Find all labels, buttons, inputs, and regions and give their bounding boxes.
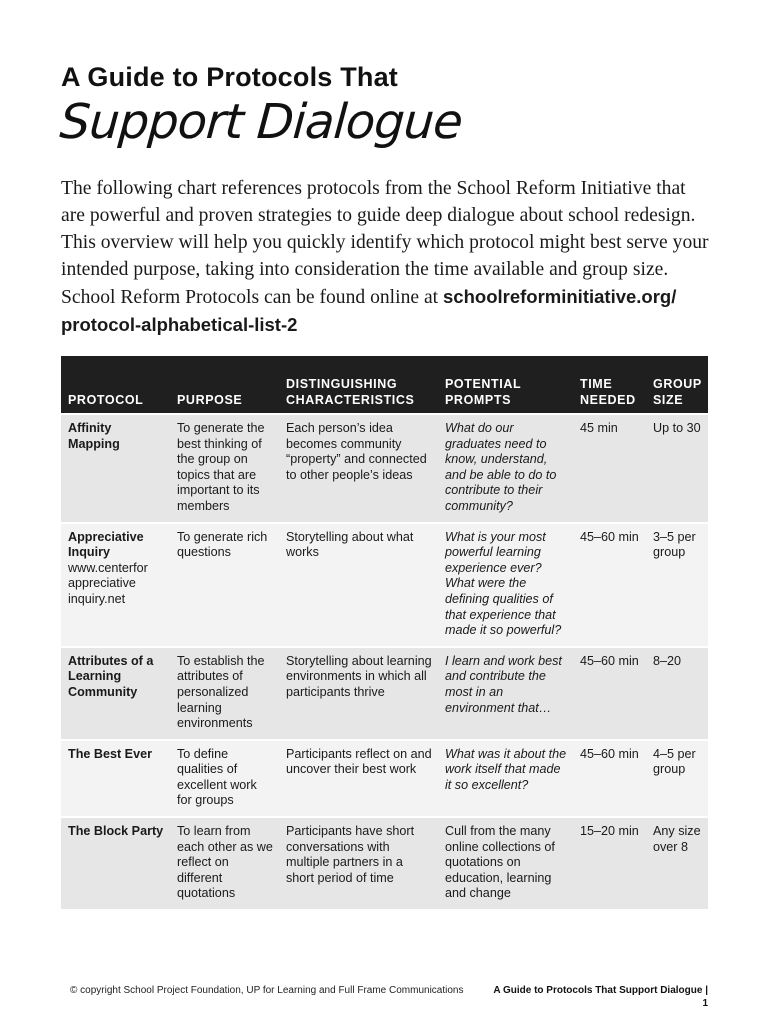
- cell-purpose: To generate rich questions: [170, 523, 279, 647]
- cell-time: 45 min: [573, 414, 646, 523]
- table-header-row: [61, 356, 708, 414]
- cell-prompts: I learn and work best and contribute the most in an environment that…: [438, 647, 573, 740]
- page-subtitle: Support Dialogue: [58, 94, 464, 150]
- header-characteristics: DISTINGUISHING CHARACTERISTICS: [279, 356, 438, 414]
- cell-purpose: To define qualities of excellent work for groups: [170, 740, 279, 817]
- intro-url: schoolreforminitiative.org/ protocol-alphabetical-list-2: [61, 286, 677, 335]
- table-row: [61, 414, 708, 523]
- header-group: GROUP SIZE: [646, 356, 708, 414]
- page-title: A Guide to Protocols That: [61, 62, 399, 92]
- header-purpose: PURPOSE: [170, 356, 279, 414]
- cell-characteristics: Storytelling about learning environments in which all participants thrive: [279, 647, 438, 740]
- cell-protocol: The Best Ever: [61, 740, 170, 817]
- protocols-table: [61, 356, 708, 909]
- cell-group: Up to 30: [646, 414, 708, 523]
- intro-text: The following chart references protocols from the School Reform Initiative that are powerful and proven strategies to guide deep dialogue about school redesign. This overview will help you quickly identify which protocol might best serve your intended purpose, taking into consideration the time available and group size. School Reform Protocols can be found online at: [61, 178, 709, 308]
- cell-time: 15–20 min: [573, 817, 646, 909]
- footer-running-title: [493, 984, 708, 1010]
- running-title: A Guide to Protocols That Support Dialogue |: [493, 985, 708, 996]
- cell-protocol: Appreciative Inquiry www.centerfor appreciative inquiry.net: [61, 523, 170, 647]
- table-row: [61, 523, 708, 647]
- table-row: [61, 647, 708, 740]
- table-row: [61, 817, 708, 909]
- cell-time: 45–60 min: [573, 740, 646, 817]
- intro-paragraph: [61, 175, 711, 339]
- header-prompts: POTENTIAL PROMPTS: [438, 356, 573, 414]
- header-time: TIME NEEDED: [573, 356, 646, 414]
- cell-prompts: Cull from the many online collections of quotations on education, learning and change: [438, 817, 573, 909]
- cell-group: 8–20: [646, 647, 708, 740]
- protocol-link-text: www.centerfor appreciative inquiry.net: [68, 560, 148, 606]
- header-protocol: PROTOCOL: [61, 356, 170, 414]
- cell-prompts: What is your most powerful learning experience ever? What were the defining qualities of that experience that made it so powerful?: [438, 523, 573, 647]
- cell-prompts: What was it about the work itself that made it so excellent?: [438, 740, 573, 817]
- cell-time: 45–60 min: [573, 523, 646, 647]
- cell-prompts: What do our graduates need to know, understand, and be able to do to contribute to their community?: [438, 414, 573, 523]
- cell-characteristics: Participants have short conversations with multiple partners in a short period of time: [279, 817, 438, 909]
- cell-protocol: The Block Party: [61, 817, 170, 909]
- cell-group: 3–5 per group: [646, 523, 708, 647]
- cell-protocol: Affinity Mapping: [61, 414, 170, 523]
- cell-group: 4–5 per group: [646, 740, 708, 817]
- cell-characteristics: Storytelling about what works: [279, 523, 438, 647]
- cell-time: 45–60 min: [573, 647, 646, 740]
- table-row: [61, 740, 708, 817]
- cell-protocol: Attributes of a Learning Community: [61, 647, 170, 740]
- cell-group: Any size over 8: [646, 817, 708, 909]
- cell-characteristics: Each person’s idea becomes community “property” and connected to other people’s ideas: [279, 414, 438, 523]
- cell-purpose: To generate the best thinking of the group on topics that are important to its members: [170, 414, 279, 523]
- cell-purpose: To learn from each other as we reflect on different quotations: [170, 817, 279, 909]
- cell-characteristics: Participants reflect on and uncover their best work: [279, 740, 438, 817]
- cell-purpose: To establish the attributes of personalized learning environments: [170, 647, 279, 740]
- page-number: 1: [702, 998, 708, 1009]
- footer-copyright: © copyright School Project Foundation, UP for Learning and Full Frame Communications: [70, 985, 464, 996]
